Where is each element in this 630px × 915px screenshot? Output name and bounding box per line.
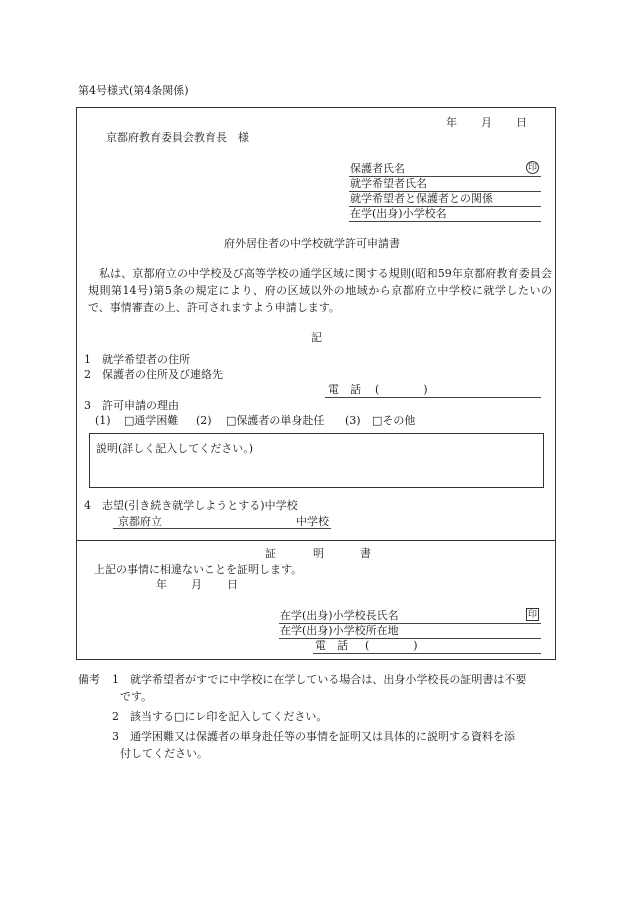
- cert-phone-paren: ( ): [365, 639, 418, 652]
- certificate-statement: 上記の事情に相違ないことを証明します。: [94, 563, 303, 576]
- school-suffix: 中学校: [296, 515, 329, 528]
- note-3-line-1: 通学困難又は保護者の単身赴任等の事情を証明又は具体的に説明する資料を添: [130, 730, 515, 743]
- school-label: 在学(出身)小学校名: [350, 207, 447, 220]
- date-year-label: 年: [446, 116, 457, 129]
- note-1-line-2: です。: [120, 690, 153, 703]
- date-month-label: 月: [481, 116, 492, 129]
- cert-date-day: 日: [227, 578, 238, 591]
- relationship-label: 就学希望者と保護者との関係: [350, 192, 493, 205]
- item-1: 1 就学希望者の住所: [84, 353, 190, 366]
- reason-1-number: (1): [95, 414, 111, 427]
- guardian-name-label: 保護者氏名: [350, 162, 405, 175]
- school-prefix: 京都府立: [118, 515, 162, 528]
- item-3: 3 許可申請の理由: [84, 399, 179, 412]
- certificate-title-char-3: 書: [360, 547, 371, 560]
- phone-line: [325, 397, 541, 398]
- document-title: 府外居住者の中学校就学許可申請書: [224, 237, 400, 250]
- reason-3-checkbox[interactable]: □その他: [372, 414, 416, 427]
- reason-3-number: (3): [345, 414, 361, 427]
- remarks-label: 備考: [78, 673, 100, 686]
- note-1-number: 1: [112, 673, 119, 686]
- cert-date-year: 年: [156, 578, 167, 591]
- cert-phone-line: [313, 653, 541, 654]
- certificate-title-char-2: 明: [313, 547, 324, 560]
- cert-date-month: 月: [191, 578, 202, 591]
- reason-1-checkbox[interactable]: □通学困難: [124, 414, 179, 427]
- principal-name-label: 在学(出身)小学校長氏名: [280, 609, 399, 622]
- note-2: 該当する□にレ印を記入してください。: [130, 710, 328, 723]
- reason-2-number: (2): [196, 414, 212, 427]
- note-3-line-2: 付してください。: [120, 747, 208, 760]
- student-name-label: 就学希望者氏名: [350, 177, 427, 190]
- seal-mark: 印: [527, 610, 537, 620]
- phone-label: 電 話: [328, 383, 361, 396]
- certificate-title-char-1: 証: [265, 547, 276, 560]
- addressee: 京都府教育委員会教育長 様: [106, 131, 249, 144]
- seal-mark: 印: [527, 163, 537, 173]
- application-frame: [76, 107, 556, 660]
- date-day-label: 日: [516, 116, 527, 129]
- phone-paren: ( ): [375, 383, 428, 396]
- note-1-line-1: 就学希望者がすでに中学校に在学している場合は、出身小学校長の証明書は不要: [130, 673, 527, 686]
- explanation-label: 説明(詳しく記入してください。): [96, 442, 254, 455]
- note-3-number: 3: [112, 730, 119, 743]
- school-line: [349, 221, 541, 222]
- school-line: [113, 528, 331, 529]
- item-4: 4 志望(引き続き就学しようとする)中学校: [84, 499, 298, 512]
- body-paragraph: 私は、京都府立の中学校及び高等学校の通学区域に関する規則(昭和59年京都府教育委員会規則第14号)第5条の規定により、府の区域以外の地域から京都府立中学校に就学したいので、事情審査の上、許可されますよう申請します。: [88, 267, 552, 314]
- form-number: 第4号様式(第4条関係): [78, 84, 189, 97]
- note-2-number: 2: [112, 710, 119, 723]
- section-divider: [76, 540, 556, 541]
- reason-2-checkbox[interactable]: □保護者の単身赴任: [226, 414, 325, 427]
- school-address-label: 在学(出身)小学校所在地: [280, 624, 399, 637]
- item-2: 2 保護者の住所及び連絡先: [84, 368, 223, 381]
- ki-heading: 記: [311, 331, 322, 344]
- cert-phone-label: 電 話: [315, 639, 348, 652]
